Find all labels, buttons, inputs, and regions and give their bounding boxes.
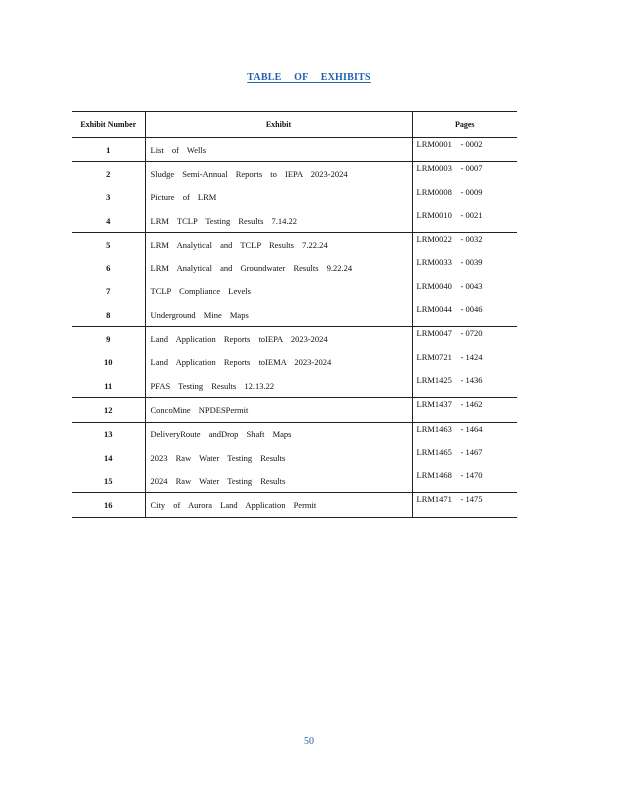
table-row (72, 138, 517, 162)
exhibit-number: 10 (72, 351, 145, 374)
pages-to: - 0009 (460, 186, 483, 197)
pages-from: LRM1471 (416, 494, 452, 505)
pages-to: - 0032 (460, 234, 483, 245)
table-row (72, 233, 517, 257)
exhibit-number: 8 (72, 303, 145, 327)
exhibit-name: TCLP Compliance Levels (145, 280, 412, 303)
pages-to: - 1462 (460, 399, 483, 410)
table-row (72, 280, 517, 303)
exhibit-number: 11 (72, 374, 145, 398)
exhibit-pages (412, 138, 517, 162)
pages-from: LRM0044 (416, 304, 452, 315)
exhibit-number: 4 (72, 209, 145, 233)
pages-from: LRM1425 (416, 374, 452, 385)
exhibit-name: LRM Analytical and TCLP Results 7.22.24 (145, 233, 412, 257)
exhibit-pages (412, 351, 517, 374)
pages-from: LRM0040 (416, 280, 452, 291)
pages-from: LRM0008 (416, 186, 452, 197)
table-row (72, 256, 517, 279)
exhibit-name: Picture of LRM (145, 186, 412, 209)
pages-to: - 1470 (460, 470, 483, 481)
header-exhibit: Exhibit (145, 112, 412, 138)
exhibit-number: 2 (72, 162, 145, 186)
pages-to: - 0043 (460, 280, 483, 291)
table-row (72, 398, 517, 422)
table-row (72, 374, 517, 398)
pages-to: - 1436 (460, 374, 483, 385)
exhibit-number: 1 (72, 138, 145, 162)
exhibit-pages (412, 374, 517, 398)
pages-to: - 1475 (460, 494, 483, 505)
document-title (0, 72, 618, 83)
table-row (72, 327, 517, 351)
exhibit-pages (412, 256, 517, 279)
pages-from: LRM0721 (416, 351, 452, 362)
pages-from: LRM0047 (416, 328, 452, 339)
pages-to: - 0007 (460, 163, 483, 174)
exhibit-name: LRM TCLP Testing Results 7.14.22 (145, 209, 412, 233)
exhibit-pages (412, 162, 517, 186)
exhibit-number: 7 (72, 280, 145, 303)
exhibit-name: List of Wells (145, 138, 412, 162)
exhibit-name: DeliveryRoute andDrop Shaft Maps (145, 422, 412, 446)
table-header-row (72, 112, 517, 138)
exhibit-pages (412, 280, 517, 303)
exhibit-pages (412, 398, 517, 422)
table-row (72, 446, 517, 469)
exhibit-pages (412, 446, 517, 469)
exhibit-pages (412, 303, 517, 327)
document-title-text: TABLE OF EXHIBITS (247, 72, 371, 83)
table-row (72, 186, 517, 209)
pages-from: LRM1468 (416, 470, 452, 481)
exhibit-number: 12 (72, 398, 145, 422)
pages-from: LRM1437 (416, 399, 452, 410)
header-exhibit-number: Exhibit Number (72, 112, 145, 138)
exhibit-name: LRM Analytical and Groundwater Results 9.22.24 (145, 256, 412, 279)
exhibit-pages (412, 469, 517, 493)
pages-to: - 1467 (460, 446, 483, 457)
exhibit-number: 6 (72, 256, 145, 279)
pages-to: - 1424 (460, 351, 483, 362)
table-row (72, 209, 517, 233)
pages-from: LRM0033 (416, 257, 452, 268)
pages-from: LRM0003 (416, 163, 452, 174)
exhibit-name: ConcoMine NPDESPermit (145, 398, 412, 422)
table-row (72, 303, 517, 327)
exhibit-pages (412, 422, 517, 446)
exhibit-number: 15 (72, 469, 145, 493)
pages-to: - 0039 (460, 257, 483, 268)
exhibit-name: Sludge Semi-Annual Reports to IEPA 2023-2024 (145, 162, 412, 186)
exhibit-pages (412, 233, 517, 257)
exhibit-number: 3 (72, 186, 145, 209)
exhibit-number: 14 (72, 446, 145, 469)
exhibit-name: 2023 Raw Water Testing Results (145, 446, 412, 469)
exhibit-number: 16 (72, 493, 145, 517)
table-row (72, 469, 517, 493)
pages-from: LRM0001 (416, 139, 452, 149)
pages-from: LRM0022 (416, 234, 452, 245)
exhibit-pages (412, 209, 517, 233)
exhibit-name: 2024 Raw Water Testing Results (145, 469, 412, 493)
exhibit-name: Land Application Reports toIEMA 2023-2024 (145, 351, 412, 374)
exhibit-name: Underground Mine Maps (145, 303, 412, 327)
exhibits-table (72, 111, 517, 518)
page-number: 50 (304, 736, 314, 747)
header-pages: Pages (412, 112, 517, 138)
pages-from: LRM0010 (416, 209, 452, 220)
exhibit-name: City of Aurora Land Application Permit (145, 493, 412, 517)
exhibit-pages (412, 493, 517, 517)
table-row (72, 493, 517, 517)
exhibit-number: 9 (72, 327, 145, 351)
pages-from: LRM1463 (416, 423, 452, 434)
table-row (72, 162, 517, 186)
exhibit-number: 13 (72, 422, 145, 446)
exhibit-pages (412, 327, 517, 351)
pages-to: - 1464 (460, 423, 483, 434)
pages-to: - 0002 (460, 139, 483, 149)
exhibit-pages (412, 186, 517, 209)
pages-from: LRM1465 (416, 446, 452, 457)
pages-to: - 0720 (460, 328, 483, 339)
pages-to: - 0046 (460, 304, 483, 315)
exhibit-name: Land Application Reports toIEPA 2023-2024 (145, 327, 412, 351)
exhibit-number: 5 (72, 233, 145, 257)
table-row (72, 351, 517, 374)
pages-to: - 0021 (460, 209, 483, 220)
exhibit-name: PFAS Testing Results 12.13.22 (145, 374, 412, 398)
table-row (72, 422, 517, 446)
